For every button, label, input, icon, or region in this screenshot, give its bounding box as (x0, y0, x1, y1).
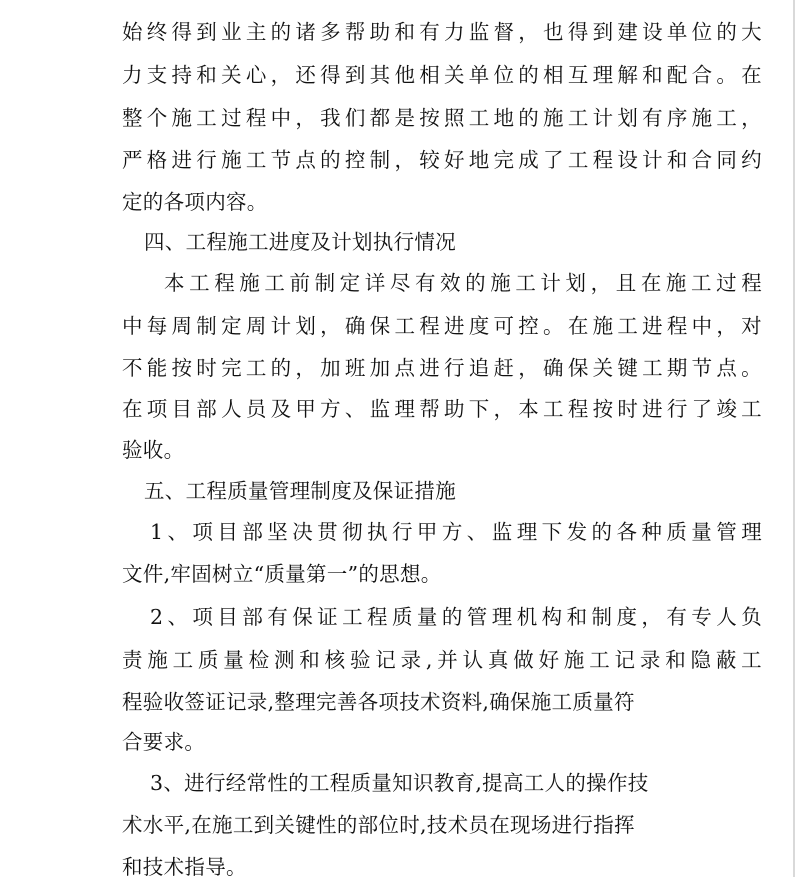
paragraph-line: 3、进行经常性的工程质量知识教育,提高工人的操作技 (150, 771, 649, 795)
paragraph-line: 中每周制定周计划，确保工程进度可控。在施工进程中，对 (122, 314, 762, 338)
paragraph-line: 本工程施工前制定详尽有效的施工计划，且在施工过程 (164, 271, 762, 295)
paragraph-line: 整个施工过程中，我们都是按照工地的施工计划有序施工， (122, 106, 762, 130)
paragraph-line: 程验收签证记录,整理完善各项技术资料,确保施工质量符 (122, 690, 635, 714)
paragraph-line: 在项目部人员及甲方、监理帮助下，本工程按时进行了竣工 (122, 397, 762, 421)
paragraph-line: 力支持和关心，还得到其他相关单位的相互理解和配合。在 (122, 63, 762, 87)
paragraph-line: 严格进行施工节点的控制，较好地完成了工程设计和合同约 (122, 148, 762, 172)
paragraph-line: 始终得到业主的诸多帮助和有力监督，也得到建设单位的大 (122, 20, 762, 44)
section-heading: 五、工程质量管理制度及保证措施 (144, 479, 456, 503)
paragraph-line: 定的各项内容。 (122, 190, 268, 214)
paragraph-line: 责施工质量检测和核验记录,并认真做好施工记录和隐蔽工 (122, 648, 762, 672)
paragraph-line: 合要求。 (122, 730, 206, 754)
paragraph-line: 验收。 (122, 438, 185, 462)
paragraph-line: 1、项目部坚决贯彻执行甲方、监理下发的各种质量管理 (150, 520, 762, 544)
section-heading: 四、工程施工进度及计划执行情况 (144, 230, 456, 254)
paragraph-line: 文件,牢固树立“质量第一”的思想。 (122, 562, 442, 586)
paragraph-line: 2、项目部有保证工程质量的管理机构和制度，有专人负 (150, 605, 762, 629)
paragraph-line: 不能按时完工的，加班加点进行追赶，确保关键工期节点。 (122, 356, 762, 380)
paragraph-line: 术水平,在施工到关键性的部位时,技术员在现场进行指挥 (122, 813, 635, 837)
paragraph-line: 和技术指导。 (122, 855, 247, 879)
